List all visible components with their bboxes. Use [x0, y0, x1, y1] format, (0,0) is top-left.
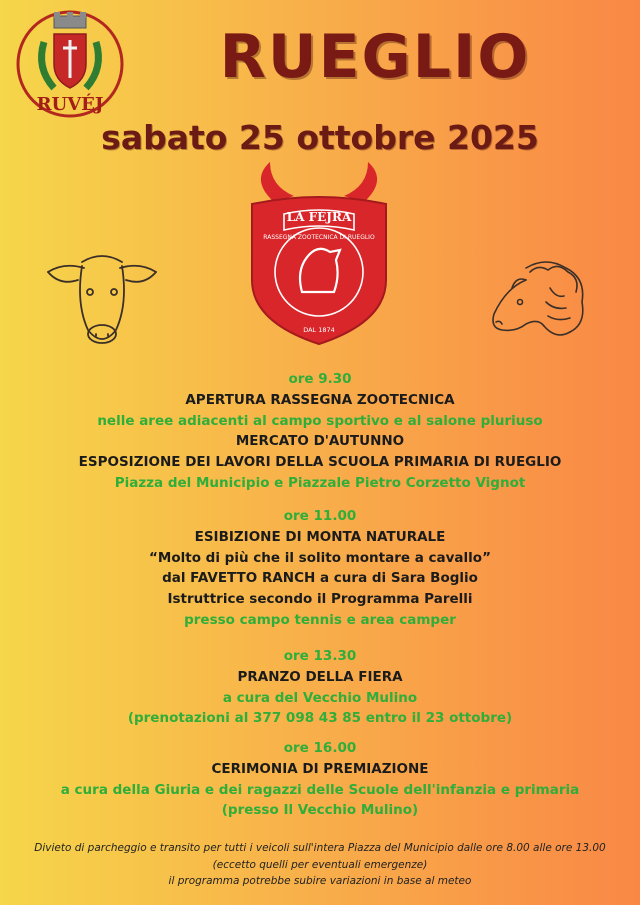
schedule-heading: Istruttrice secondo il Programma Parelli: [167, 591, 473, 608]
footer-note: (eccetto quelli per eventuali emergenze): [212, 859, 428, 871]
schedule-detail: presso campo tennis e area camper: [184, 612, 456, 628]
cow-head-icon: [42, 244, 162, 354]
emblem-subtitle: RASSEGNA ZOOTECNICA DI RUEGLIO: [263, 234, 375, 241]
footer-note: il programma potrebbe subire variazioni in base al meteo: [168, 875, 472, 887]
schedule-time: ore 9.30: [288, 371, 352, 387]
footer-note: Divieto di parcheggio e transito per tutti i veicoli sull'intera Piazza del Municipio dalle ore 8.00 alle ore 13.00: [34, 842, 606, 854]
schedule-detail: nelle aree adiacenti al campo sportivo e al salone pluriuso: [97, 412, 543, 429]
schedule-heading: ESPOSIZIONE DEI LAVORI DELLA SCUOLA PRIMARIA DI RUEGLIO: [78, 454, 562, 471]
cow-illustration: [42, 244, 162, 354]
bull-shield-icon: [244, 160, 394, 350]
schedule-heading: PRANZO DELLA FIERA: [237, 668, 403, 685]
coat-of-arms-label: RUVÉJ: [36, 94, 104, 115]
schedule-heading: dal FAVETTO RANCH a cura di Sara Boglio: [162, 570, 478, 587]
schedule-time: ore 16.00: [283, 740, 357, 756]
sheep-illustration: [486, 258, 590, 350]
schedule-detail: Piazza del Municipio e Piazzale Pietro Corzetto Vignot: [114, 475, 526, 491]
schedule-heading: CERIMONIA DI PREMIAZIONE: [211, 760, 429, 777]
schedule-heading: MERCATO D'AUTUNNO: [235, 433, 405, 450]
fair-emblem: [244, 160, 394, 350]
schedule-time: ore 13.30: [283, 648, 357, 664]
emblem-title: LA FÉJRA: [286, 210, 352, 224]
schedule-detail: a cura del Vecchio Mulino: [222, 689, 418, 706]
emblem-since: DAL 1874: [303, 326, 335, 334]
schedule-heading: APERTURA RASSEGNA ZOOTECNICA: [185, 391, 455, 408]
sheep-head-icon: [486, 258, 590, 350]
event-date: sabato 25 ottobre 2025: [101, 118, 539, 157]
schedule-detail: (prenotazioni al 377 098 43 85 entro il 23 ottobre): [127, 710, 513, 727]
schedule-heading: ESIBIZIONE DI MONTA NATURALE: [194, 528, 446, 545]
schedule-heading: “Molto di più che il solito montare a cavallo”: [149, 549, 491, 566]
town-title: RUEGLIO: [219, 22, 531, 92]
schedule-time: ore 11.00: [283, 508, 357, 524]
schedule-detail: a cura della Giuria e dei ragazzi delle Scuole dell'infanzia e primaria: [60, 781, 580, 798]
schedule-detail: (presso Il Vecchio Mulino): [221, 802, 419, 819]
